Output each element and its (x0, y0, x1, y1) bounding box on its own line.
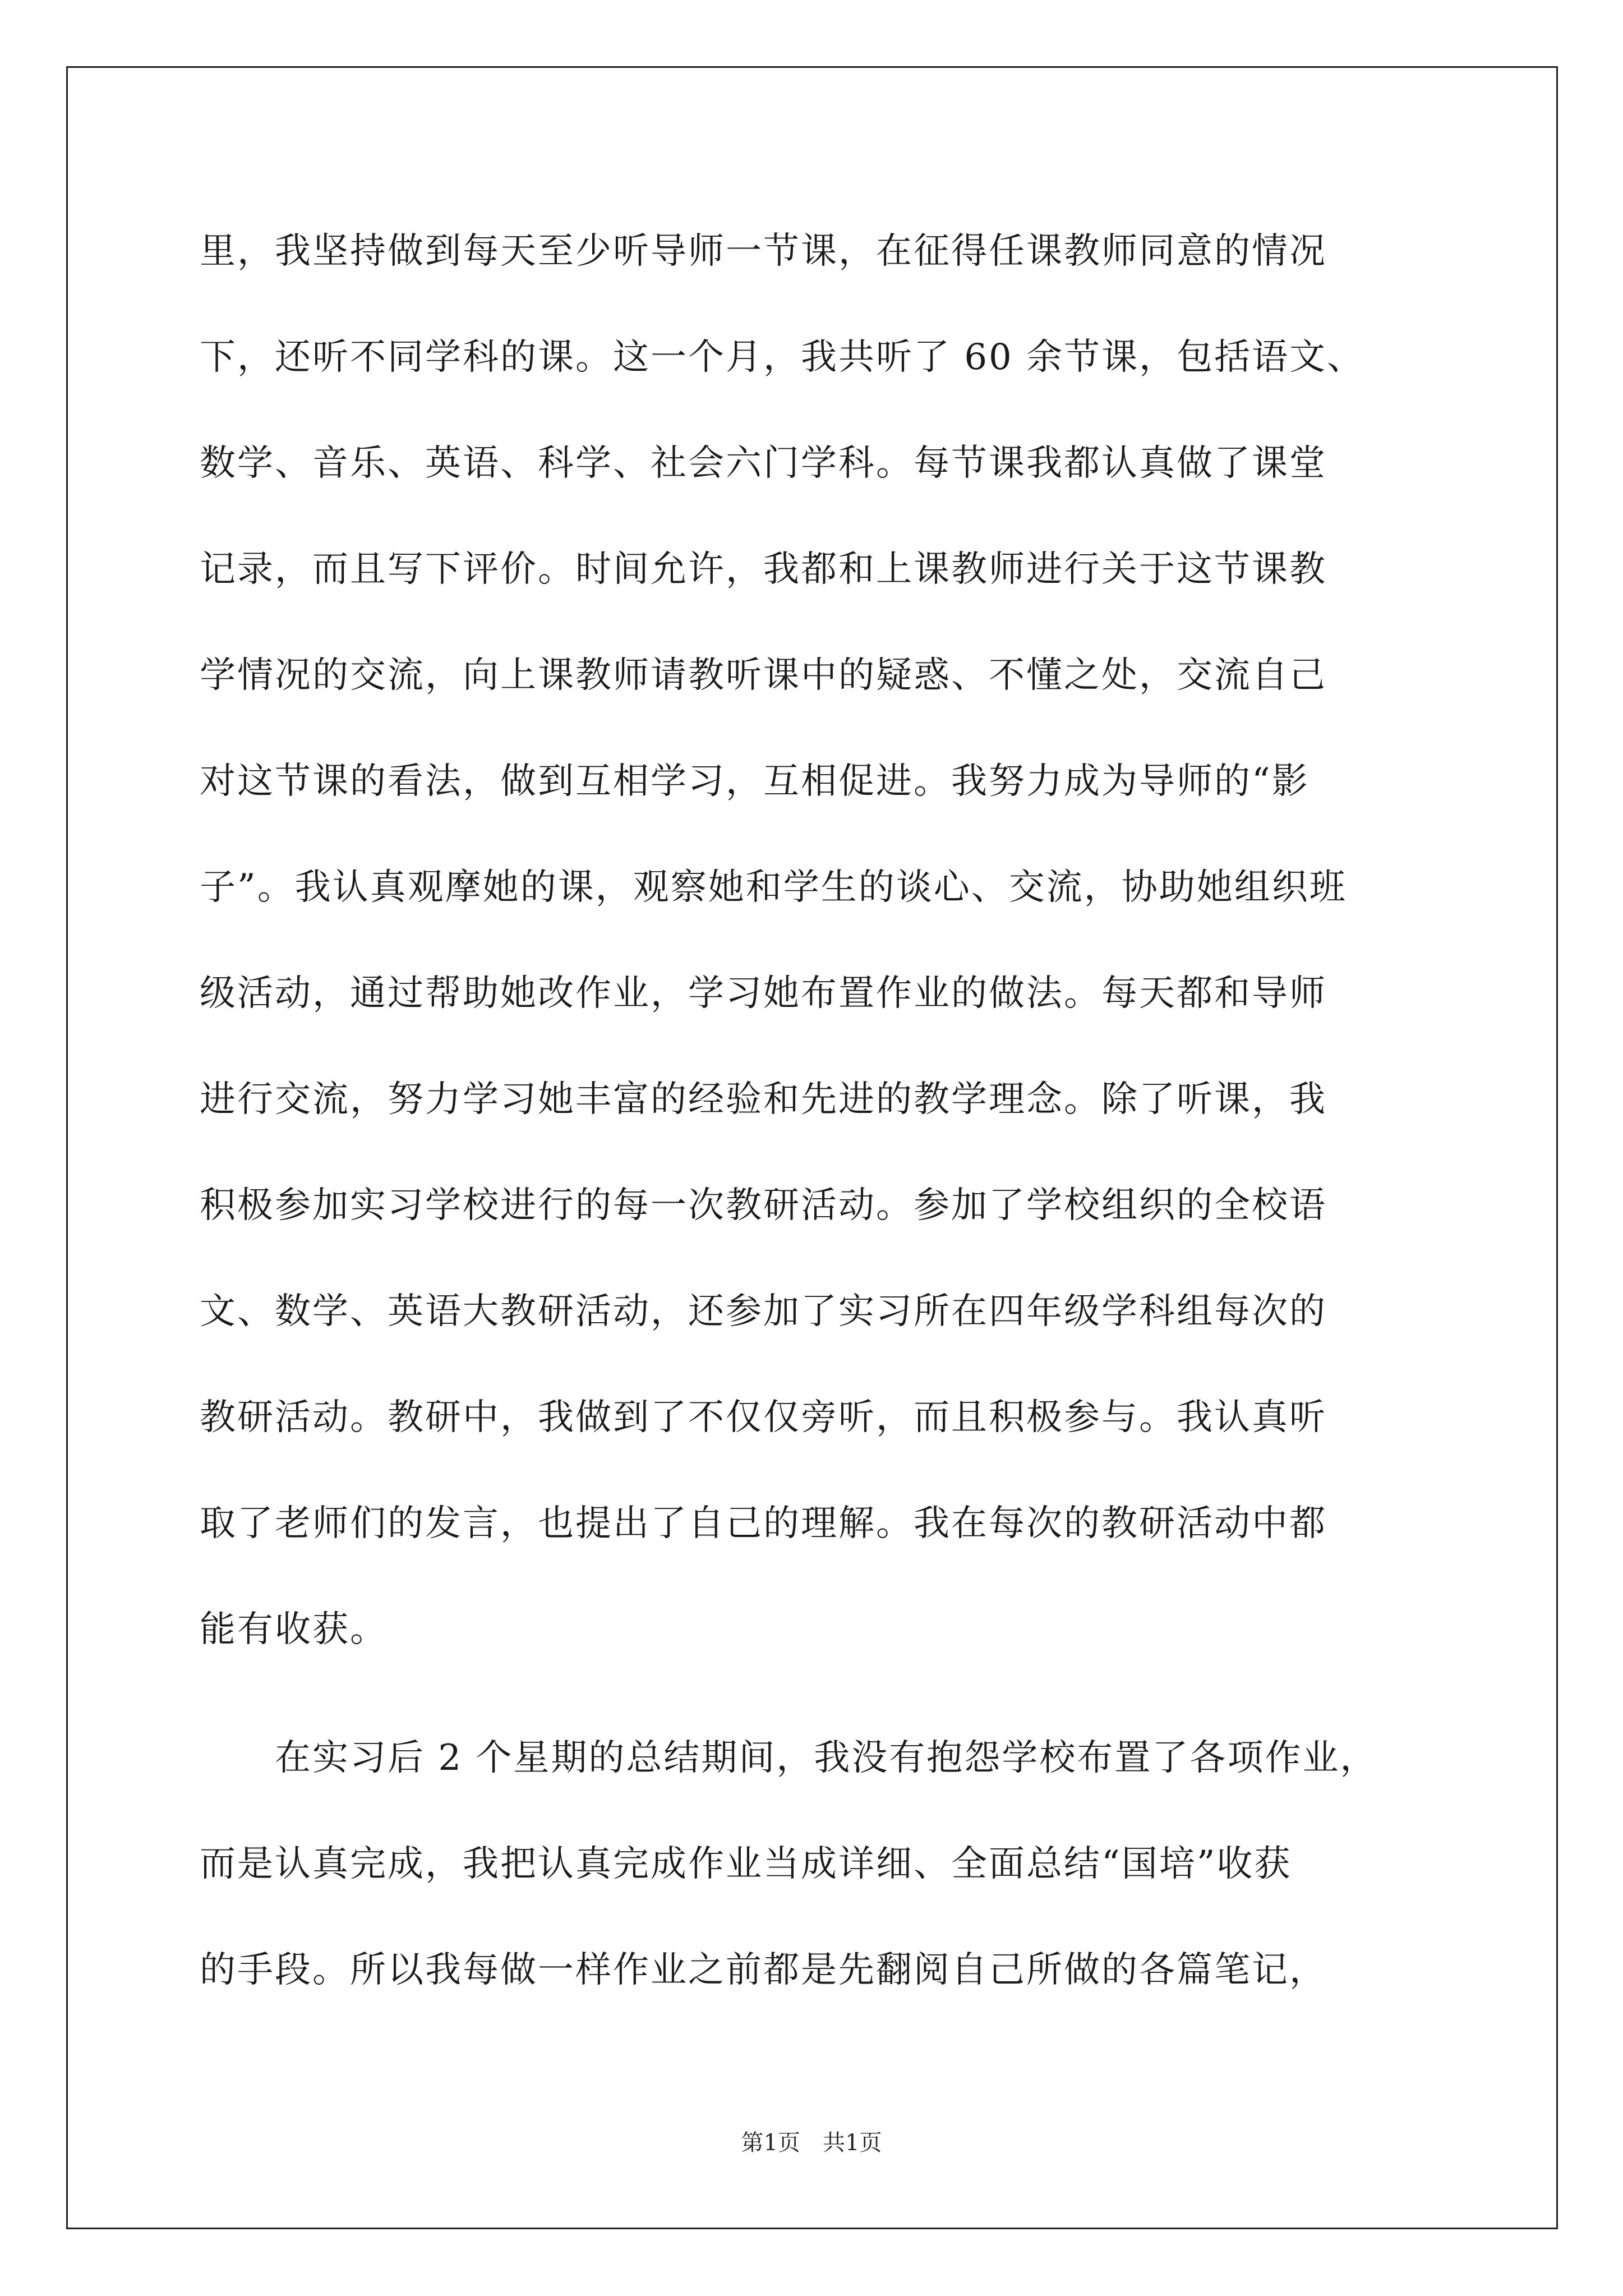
document-body (200, 218, 1436, 2042)
paragraph (200, 1724, 1436, 2042)
text-line: 级活动，通过帮助她改作业，学习她布置作业的做法。每天都和导师 (200, 973, 1327, 1014)
text-line: 取了老师们的发言，也提出了自己的理解。我在每次的教研活动中都 (200, 1503, 1327, 1544)
paragraph-spacing (200, 1702, 1436, 1724)
text-line: 下，还听不同学科的课。这一个月，我共听了 60 余节课，包括语文、 (200, 337, 1365, 378)
text-line: 教研活动。教研中，我做到了不仅仅旁听，而且积极参与。我认真听 (200, 1397, 1327, 1438)
text-line: 记录，而且写下评价。时间允许，我都和上课教师进行关于这节课教 (200, 549, 1327, 590)
paragraph (200, 218, 1436, 1702)
text-line: 对这节课的看法，做到互相学习，互相促进。我努力成为导师的“影 (200, 761, 1310, 802)
text-line: 文、数学、英语大教研活动，还参加了实习所在四年级学科组每次的 (200, 1291, 1327, 1332)
text-line: 数学、音乐、英语、科学、社会六门学科。每节课我都认真做了课堂 (200, 443, 1327, 484)
text-line: 子”。我认真观摩她的课，观察她和学生的谈心、交流，协助她组织班 (200, 867, 1347, 908)
text-line: 进行交流，努力学习她丰富的经验和先进的教学理念。除了听课，我 (200, 1079, 1327, 1120)
text-line: 而是认真完成，我把认真完成作业当成详细、全面总结“国培”收获 (200, 1843, 1292, 1885)
text-line: 积极参加实习学校进行的每一次教研活动。参加了学校组织的全校语 (200, 1185, 1327, 1226)
text-line: 的手段。所以我每做一样作业之前都是先翻阅自己所做的各篇笔记， (200, 1949, 1327, 1991)
text-line: 在实习后 2 个星期的总结期间，我没有抱怨学校布置了各项作业， (200, 1737, 1378, 1779)
text-line: 能有收获。 (200, 1609, 388, 1650)
text-line: 里，我坚持做到每天至少听导师一节课，在征得任课教师同意的情况 (200, 231, 1327, 272)
text-line: 学情况的交流，向上课教师请教听课中的疑惑、不懂之处，交流自己 (200, 655, 1327, 696)
page-number-footer: 第1页 共1页 (741, 2130, 882, 2156)
